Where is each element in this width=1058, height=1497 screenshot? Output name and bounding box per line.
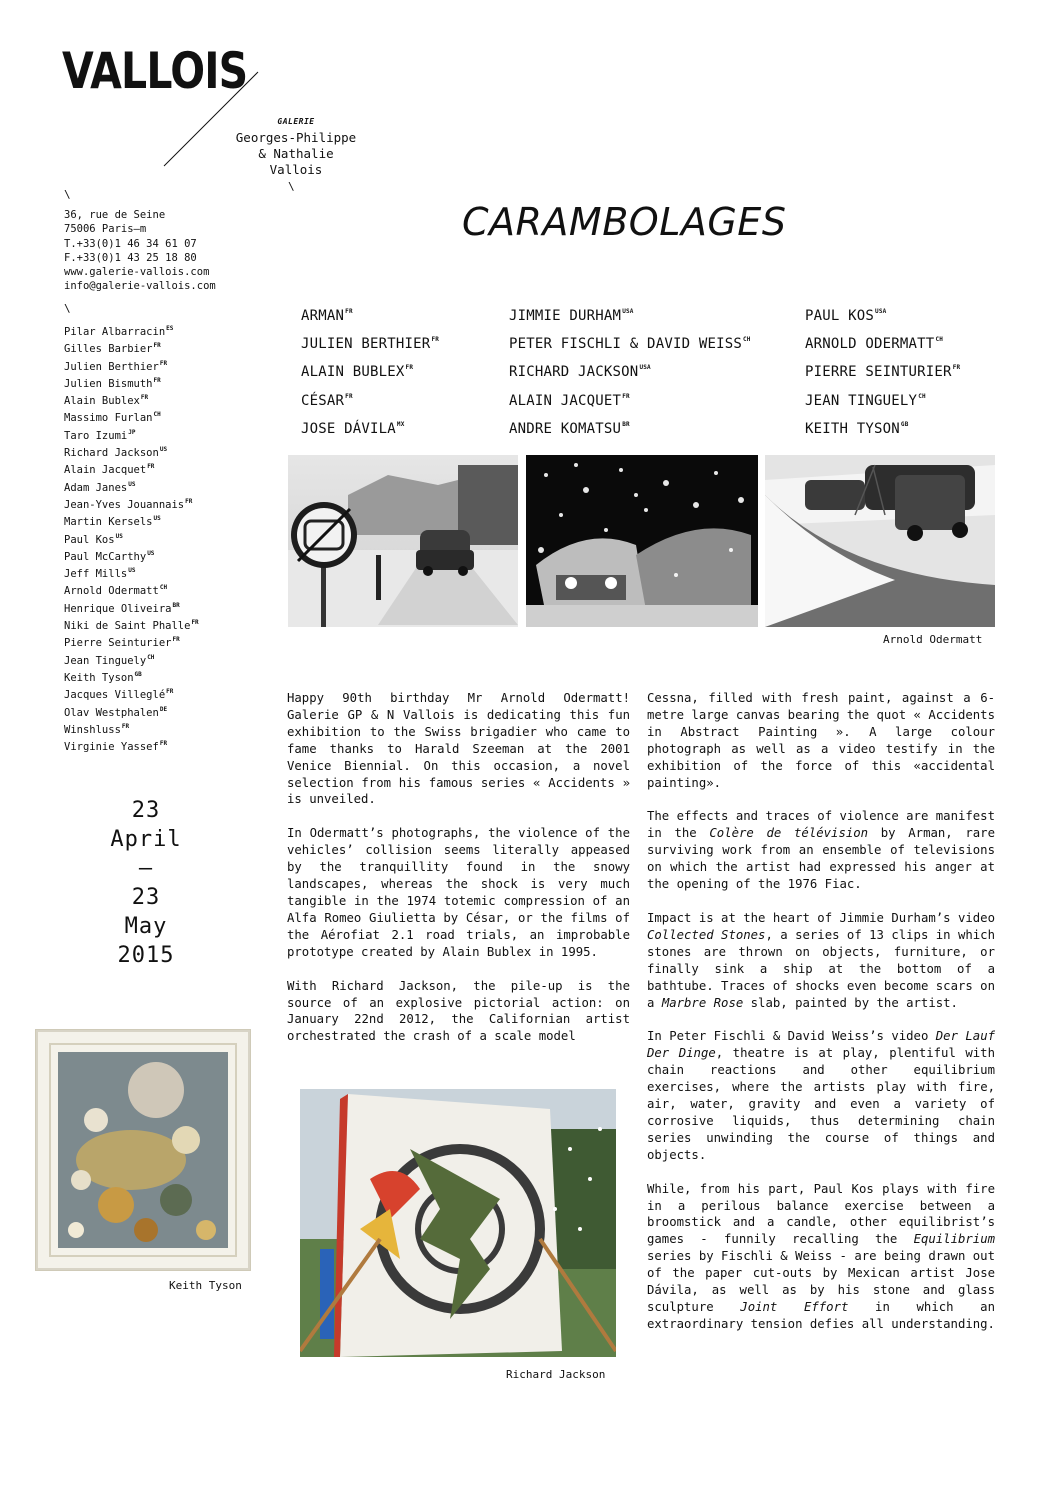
gallery-artist-list (64, 322, 199, 754)
list-item: $CÉSAR^{FR}$ (301, 392, 353, 409)
body-text-column-2 (647, 690, 995, 1350)
odermatt-photo-road-sign (288, 455, 518, 627)
address-street: 36, rue de Seine (64, 209, 166, 221)
galerie-name-block (206, 114, 386, 178)
list-item: Jacques Villeglé$^{FR}$ (64, 688, 174, 702)
paragraph: The effects and traces of violence are manifest in the Colère de télévision by Arman, rare surviving work from an ensemble of televisions on which the artist had expressed his anger at the opening of the 1976 Fiac. (647, 809, 995, 892)
list-item: Julien Berthier$^{FR}$ (64, 359, 168, 373)
list-item: Alain Jacquet$^{FR}$ (64, 463, 155, 477)
date-dash: — (138, 856, 154, 881)
list-item: Winshluss$^{FR}$ (64, 722, 130, 736)
list-item: Adam Janes$^{US}$ (64, 480, 136, 494)
keith-tyson-artwork (36, 1030, 250, 1270)
list-item: Alain Bublex$^{FR}$ (64, 394, 149, 408)
list-item: Pilar Albarracin$^{ES}$ (64, 325, 174, 338)
list-item: Jeff Mills$^{US}$ (64, 567, 136, 581)
list-item: Jean-Yves Jouannais$^{FR}$ (64, 497, 193, 511)
list-item: KEITH $TYSON^{GB}$ (805, 420, 909, 437)
caption-odermatt: Arnold Odermatt (883, 633, 983, 646)
body-text-column-1 (287, 690, 630, 1062)
year: 2015 (117, 943, 175, 968)
website-link[interactable]: www.galerie-vallois.com (64, 266, 210, 279)
list-item: Paul McCarthy$^{US}$ (64, 549, 155, 563)
phone: T.+33(0)1 46 34 61 07 (64, 237, 197, 250)
list-item: Henrique Oliveira$^{BR}$ (64, 601, 180, 615)
list-item: ANDRE $KOMATSU^{BR}$ (509, 420, 630, 437)
list-item: JOSE $DÁVILA^{MX}$ (301, 420, 405, 437)
paragraph: With Richard Jackson, the pile-up is the source of an explosive pictorial action: on January 22nd 2012, the Californian artist orchestrated the crash of a scale model (287, 978, 630, 1044)
list-item: Arnold Odermatt$^{CH}$ (64, 584, 168, 598)
start-day: 23 (131, 798, 161, 823)
separator-mark: \ (64, 188, 71, 201)
list-item: Taro Izumi$^{JP}$ (64, 428, 136, 442)
gallery-logo: VALLOIS (62, 42, 248, 100)
list-item: Gilles Barbier$^{FR}$ (64, 342, 161, 356)
end-month: May (124, 914, 168, 939)
list-item: JEAN $TINGUELY^{CH}$ (805, 392, 926, 409)
list-item: Keith Tyson$^{GB}$ (64, 670, 142, 684)
exhibition-dates (96, 796, 196, 970)
list-item: Martin Kersels$^{US}$ (64, 515, 161, 529)
exhibition-artists-col-3 (805, 300, 960, 441)
list-item: PAUL $KOS^{USA}$ (805, 308, 887, 324)
list-item: ALAIN $BUBLEX^{FR}$ (301, 364, 414, 381)
contact-block (64, 208, 216, 294)
galerie-label: GALERIE (277, 117, 315, 126)
odermatt-photo-snow-field (765, 455, 995, 627)
start-month: April (110, 827, 182, 852)
galerie-line-2: & Nathalie (258, 146, 334, 161)
list-item: Massimo Furlan$^{CH}$ (64, 411, 161, 425)
separator-mark: \ (288, 180, 295, 193)
paragraph: Cessna, filled with fresh paint, against a 6-metre large canvas bearing the quot « Accidents in Abstract Painting ». A large colour photograph as well as a video testify in the exhibition of the force of this «accidental painting». (647, 691, 995, 790)
paragraph: In Odermatt’s photographs, the violence of the vehicles’ collision seems literally appeased by the tranquillity found in the snowy landscapes, whereas the shock is very much tangible in the 1974 totemic compression of an Alfa Romeo Giulietta by César, or the films of the Aérofiat 2.1 road trials, an improbable prototype created by Alain Bublex in 1995. (287, 826, 630, 959)
paragraph: Happy 90th birthday Mr Arnold Odermatt! Galerie GP & N Vallois is dedicating this fun exhibition to the Swiss brigadier who came to fame thanks to Harald Szeeman at the 2001 Venice Biennial. On this occasion, a novel selection from his famous series « Accidents » is unveiled. (287, 691, 630, 807)
galerie-line-1: Georges-Philippe (235, 130, 357, 145)
paragraph: While, from his part, Paul Kos plays with fire in a perilous balance exercise between a broomstick and a candle, other equilibrist’s games - funnily recalling the Equilibrium series by Fischli & Weiss - are being drawn out of the paper cut-outs by Mexican artist Jose Dávila, as well as by his stone and glass sculpture Joint Effort in which an extraordinary tension defies all understanding. (647, 1181, 995, 1331)
list-item: Niki de Saint Phalle$^{FR}$ (64, 619, 199, 633)
list-item: JIMMIE $DURHAM^{USA}$ (509, 308, 634, 324)
paragraph: In Peter Fischli & David Weiss’s video Der Lauf Der Dinge, theatre is at play, plentiful with chain reactions and other equilibrium exercises, where the artists play with fire, air, water, gravity and even a variety of corrosive liquids, thus determining chain series unwinding the course of things and objects. (647, 1029, 995, 1162)
list-item: ALAIN $JACQUET^{FR}$ (509, 392, 630, 409)
list-item: Pierre Seinturier$^{FR}$ (64, 636, 180, 650)
galerie-line-3: Vallois (269, 162, 323, 177)
exhibition-artists-col-1 (301, 300, 439, 441)
address-city: 75006 Paris—m (64, 223, 147, 236)
list-item: JULIEN $BERTHIER^{FR}$ (301, 336, 440, 353)
list-item: Virginie Yassef$^{FR}$ (64, 740, 168, 754)
end-day: 23 (131, 885, 161, 910)
list-item: Jean Tinguely$^{CH}$ (64, 653, 155, 667)
exhibition-artists-col-2 (509, 300, 751, 441)
list-item: ARNOLD $ODERMATT^{CH}$ (805, 336, 944, 353)
richard-jackson-photo (300, 1089, 616, 1357)
paragraph: Impact is at the heart of Jimmie Durham’s video Collected Stones, a series of 13 clips in which stones are thrown on objects, furniture, or finally sink a ship at the bottom of a bathtube. Traces of shocks even become scars on a Marbre Rose slab, painted by the artist. (647, 910, 995, 1010)
list-item: $ARMAN^{FR}$ (301, 308, 353, 324)
odermatt-photo-night-crash (526, 455, 758, 627)
list-item: Olav Westphalen$^{DE}$ (64, 705, 168, 719)
separator-mark: \ (64, 302, 71, 315)
list-item: Julien Bismuth$^{FR}$ (64, 376, 161, 390)
list-item: PETER FISCHLI & DAVID $WEISS^{CH}$ (509, 336, 751, 353)
list-item: RICHARD $JACKSON^{USA}$ (509, 364, 651, 381)
list-item: Paul Kos$^{US}$ (64, 532, 123, 546)
list-item: PIERRE $SEINTURIER^{FR}$ (805, 364, 961, 381)
email-link[interactable]: info@galerie-vallois.com (64, 280, 216, 293)
caption-jackson: Richard Jackson (506, 1368, 606, 1381)
fax: F.+33(0)1 43 25 18 80 (64, 251, 197, 264)
caption-tyson: Keith Tyson (169, 1279, 242, 1292)
exhibition-title: CARAMBOLAGES (462, 200, 787, 244)
list-item: Richard Jackson$^{US}$ (64, 446, 168, 460)
